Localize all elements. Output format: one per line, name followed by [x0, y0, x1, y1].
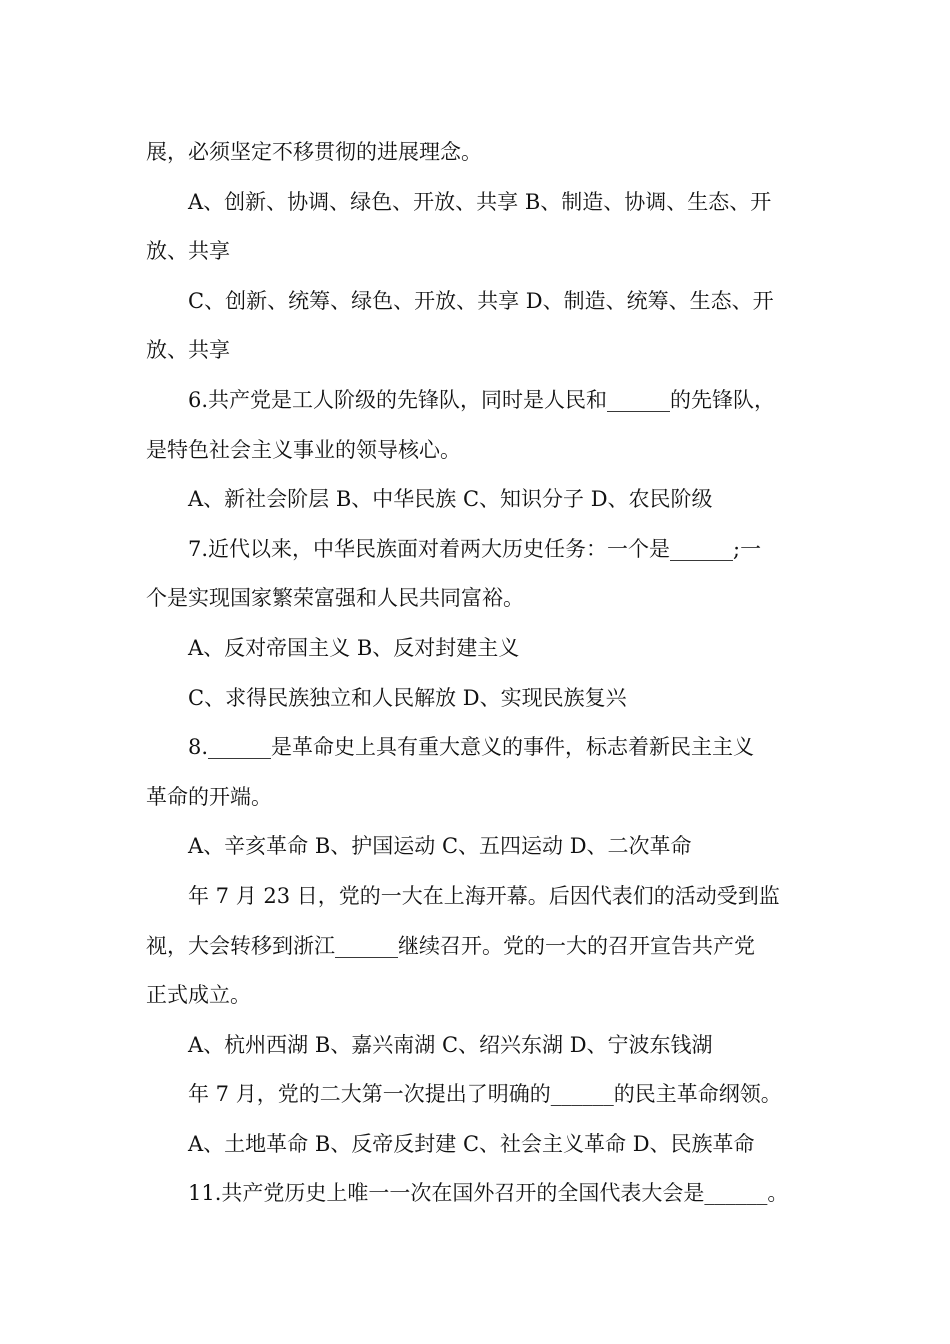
option-line-continuation: 放、共享: [146, 338, 230, 363]
question-10: 年 7 月，党的二大第一次提出了明确的______的民主革命纲领。: [188, 1082, 782, 1107]
question-10-options: A、土地革命 B、反帝反封建 C、社会主义革命 D、民族革命: [188, 1131, 755, 1156]
question-9: 年 7 月 23 日，党的一大在上海开幕。后因代表们的活动受到监: [188, 883, 780, 908]
question-9-continuation: 正式成立。: [146, 983, 251, 1008]
option-line-continuation: 放、共享: [146, 239, 230, 264]
text-line: 展，必须坚定不移贯彻的进展理念。: [146, 140, 482, 164]
question-8: 8.______是革命史上具有重大意义的事件，标志着新民主主义: [188, 735, 755, 760]
question-6: 6.共产党是工人阶级的先锋队，同时是人民和______的先锋队，: [188, 387, 776, 412]
question-6-continuation: 是特色社会主义事业的领导核心。: [146, 437, 461, 462]
question-7-options-ab: A、反对帝国主义 B、反对封建主义: [188, 635, 520, 660]
question-7: 7.近代以来，中华民族面对着两大历史任务：一个是______;一: [188, 536, 762, 561]
question-7-continuation: 个是实现国家繁荣富强和人民共同富裕。: [146, 586, 524, 611]
question-9-options: A、杭州西湖 B、嘉兴南湖 C、绍兴东湖 D、宁波东钱湖: [188, 1032, 713, 1057]
option-line: C、创新、统筹、绿色、开放、共享 D、制造、统筹、生态、开: [188, 288, 774, 313]
question-11: 11.共产党历史上唯一一次在国外召开的全国代表大会是______。: [188, 1181, 789, 1206]
document-text: [146, 128, 816, 1219]
question-8-continuation: 革命的开端。: [146, 784, 272, 809]
question-6-options: A、新社会阶层 B、中华民族 C、知识分子 D、农民阶级: [188, 487, 713, 512]
question-9-continuation: 视，大会转移到浙江______继续召开。党的一大的召开宣告共产党: [146, 933, 755, 958]
question-7-options-cd: C、求得民族独立和人民解放 D、实现民族复兴: [188, 685, 627, 710]
question-8-options: A、辛亥革命 B、护国运动 C、五四运动 D、二次革命: [188, 834, 692, 859]
option-line: A、创新、协调、绿色、开放、共享 B、制造、协调、生态、开: [188, 189, 772, 214]
